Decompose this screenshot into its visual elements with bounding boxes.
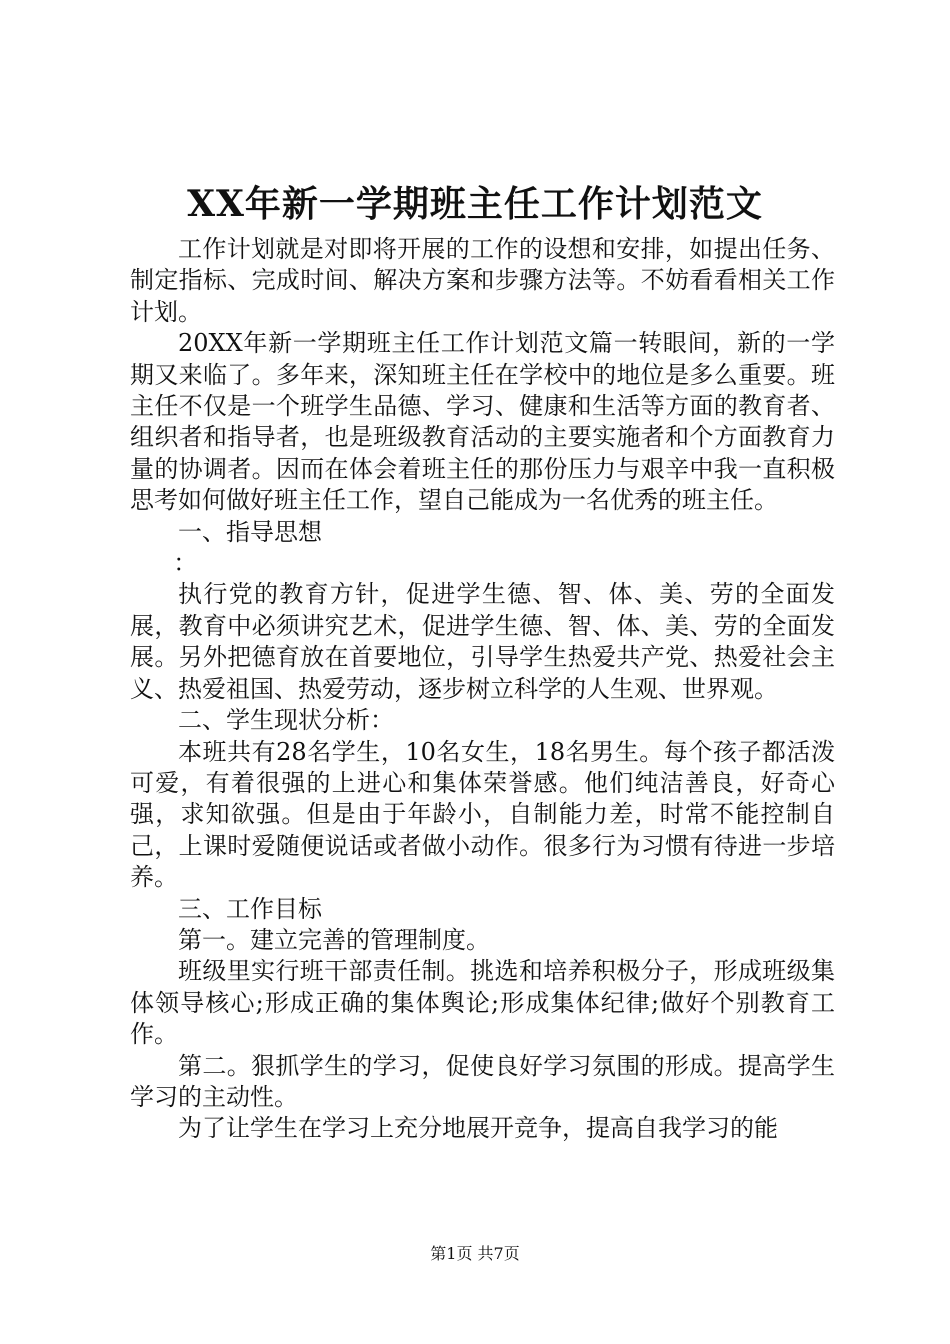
paragraph-intro: 工作计划就是对即将开展的工作的设想和安排，如提出任务、制定指标、完成时间、解决方案和步骤方法等。不妨看看相关工作计划。 [130, 235, 835, 326]
page-footer: 第1页 共7页 [430, 1244, 520, 1263]
document-title: XX年新一学期班主任工作计划范文 [187, 183, 763, 225]
heading-student-analysis: 二、学生现状分析： [178, 706, 394, 735]
paragraph-guiding-ideology: 执行党的教育方针，促进学生德、智、体、美、劳的全面发展，教育中必须讲究艺术，促进学生德、智、体、美、劳的全面发展。另外把德育放在首要地位，引导学生热爱共产党、热爱社会主义、热爱祖国、热爱劳动，逐步树立科学的人生观、世界观。 [130, 580, 835, 703]
paragraph-article-opening: 20XX年新一学期班主任工作计划范文篇一转眼间，新的一学期又来临了。多年来，深知班主任在学校中的地位是多么重要。班主任不仅是一个班学生品德、学习、健康和生活等方面的教育者、组织者和指导者，也是班级教育活动的主要实施者和个方面教育力量的协调者。因而在体会着班主任的那份压力与艰辛中我一直积极思考如何做好班主任工作，望自己能成为一名优秀的班主任。 [130, 329, 835, 515]
heading-guiding-ideology: 一、指导思想 [178, 517, 322, 546]
subheading-goal-two: 第二。狠抓学生的学习，促使良好学习氛围的形成。提高学生学习的主动性。 [130, 1051, 835, 1111]
subheading-goal-one: 第一。建立完善的管理制度。 [178, 925, 490, 954]
paragraph-student-analysis: 本班共有28名学生，10名女生，18名男生。每个孩子都活泼可爱，有着很强的上进心和集体荣誉感。他们纯洁善良，好奇心强，求知欲强。但是由于年龄小，自制能力差，时常不能控制自己，上课时爱随便说话或者做小动作。很多行为习惯有待进一步培养。 [130, 737, 835, 892]
heading-work-goals: 三、工作目标 [178, 894, 322, 923]
document-body [130, 234, 835, 1145]
paragraph-goal-two: 为了让学生在学习上充分地展开竞争，提高自我学习的能 [178, 1114, 778, 1143]
paragraph-goal-one: 班级里实行班干部责任制。挑选和培养积极分子，形成班级集体领导核心;形成正确的集体舆论;形成集体纪律;做好个别教育工作。 [130, 957, 835, 1049]
stray-colon: ： [173, 549, 198, 578]
